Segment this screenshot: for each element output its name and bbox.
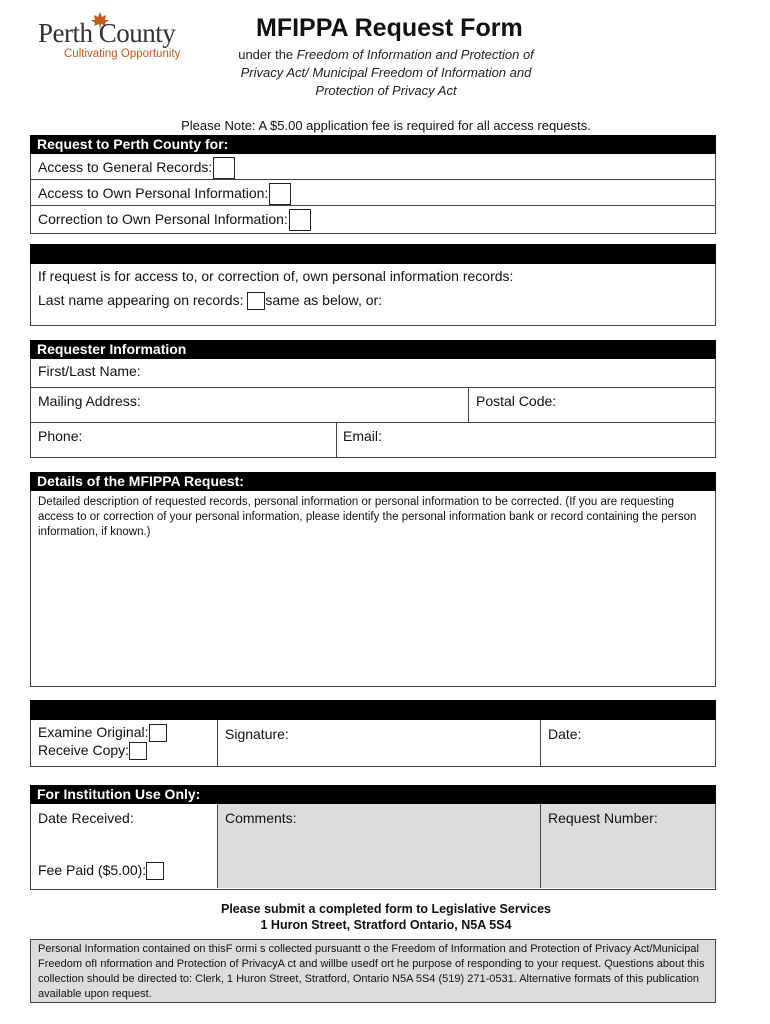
examine-label: Examine Original: bbox=[38, 724, 149, 740]
request-correction-row bbox=[31, 206, 715, 232]
submit-line2: 1 Huron Street, Stratford Ontario, N5A 5S4 bbox=[260, 918, 512, 932]
date-received-label: Date Received: bbox=[38, 810, 134, 826]
access-heading-bar bbox=[30, 700, 716, 720]
details-heading: Details of the MFIPPA Request: bbox=[30, 472, 716, 491]
address-label: Mailing Address: bbox=[38, 393, 141, 409]
page-title: MFIPPA Request Form bbox=[256, 14, 523, 42]
date-label[interactable]: Date: bbox=[548, 726, 582, 742]
requester-section bbox=[30, 358, 716, 458]
date-received-cell bbox=[31, 804, 217, 888]
name-label: First/Last Name: bbox=[38, 363, 141, 379]
email-divider bbox=[336, 423, 337, 457]
submit-line1: Please submit a completed form to Legislative Services bbox=[221, 902, 551, 916]
request-number-cell bbox=[540, 804, 715, 888]
fee-paid-row bbox=[38, 862, 164, 880]
request-own-label: Access to Own Personal Information: bbox=[38, 185, 269, 201]
request-correction-label: Correction to Own Personal Information: bbox=[38, 211, 288, 227]
request-heading: Request to Perth County for: bbox=[30, 135, 716, 154]
email-label[interactable]: Email: bbox=[343, 428, 382, 444]
subtitle-act: Freedom of Information and Protection of Privacy Act/ Municipal Freedom of Information and Protection of Privacy Act bbox=[240, 47, 534, 98]
checkbox-same-as-below[interactable] bbox=[247, 292, 265, 310]
signature-label[interactable]: Signature: bbox=[225, 726, 289, 742]
checkbox-general[interactable] bbox=[213, 157, 235, 179]
signature-divider bbox=[217, 720, 218, 766]
comments-label: Comments: bbox=[225, 810, 297, 826]
phone-label[interactable]: Phone: bbox=[38, 428, 83, 444]
personal-line1: If request is for access to, or correction of, own personal information records: bbox=[38, 268, 514, 284]
personal-line2-prefix: Last name appearing on records: bbox=[38, 292, 244, 308]
institution-section bbox=[30, 804, 716, 890]
fee-note: Please Note: A $5.00 application fee is required for all access requests. bbox=[181, 118, 591, 133]
personal-section bbox=[30, 264, 716, 326]
submit-instructions bbox=[30, 901, 742, 933]
address-row[interactable] bbox=[31, 388, 715, 423]
comments-cell bbox=[217, 804, 540, 888]
checkbox-own[interactable] bbox=[269, 183, 291, 205]
request-general-row bbox=[31, 154, 715, 180]
access-section bbox=[30, 720, 716, 767]
requester-heading: Requester Information bbox=[30, 340, 716, 359]
institution-heading: For Institution Use Only: bbox=[30, 785, 716, 804]
personal-line2 bbox=[38, 292, 382, 310]
receive-row bbox=[38, 742, 147, 760]
fee-paid-label: Fee Paid ($5.00): bbox=[38, 862, 147, 878]
request-own-row bbox=[31, 180, 715, 206]
privacy-notice: Personal Information contained on thisF ormi s collected pursuantt o the Freedom of Information and Protection of Privacy Act/Municipal Freedom ofI nformation and Protection of PrivacyA ct and willbe usedf ort he purpose of responding to your request. Questions about this collection should be directed to: Clerk, 1 Huron Street, Stratford, Ontario N5A 5S4 (519) 271-0531. Alternative formats of this publication available upon request. bbox=[30, 939, 716, 1003]
details-section[interactable] bbox=[30, 491, 716, 687]
subtitle-prefix: under the bbox=[238, 47, 297, 62]
logo bbox=[38, 14, 208, 64]
personal-heading-bar bbox=[30, 244, 716, 264]
postal-divider bbox=[468, 388, 469, 423]
postal-label[interactable]: Postal Code: bbox=[476, 393, 557, 409]
checkbox-examine[interactable] bbox=[149, 724, 167, 742]
receive-label: Receive Copy: bbox=[38, 742, 130, 758]
details-description: Detailed description of requested records, personal information or personal information to be corrected. (If you are requesting access to or correction of your personal information, please identify the personal information bank or record containing the person information, if known.) bbox=[38, 496, 697, 538]
request-general-label: Access to General Records: bbox=[38, 159, 213, 175]
date-divider bbox=[540, 720, 541, 766]
request-section bbox=[30, 154, 716, 234]
request-number-label: Request Number: bbox=[548, 810, 658, 826]
personal-line2-suffix: same as below, or: bbox=[265, 292, 383, 308]
examine-row bbox=[38, 724, 167, 742]
logo-name: Perth County bbox=[38, 18, 176, 48]
page-subtitle bbox=[225, 46, 547, 100]
name-row[interactable] bbox=[31, 358, 715, 388]
checkbox-correction[interactable] bbox=[289, 209, 311, 231]
checkbox-receive[interactable] bbox=[129, 742, 147, 760]
logo-tagline: Cultivating Opportunity bbox=[64, 48, 181, 60]
checkbox-fee-paid[interactable] bbox=[146, 862, 164, 880]
